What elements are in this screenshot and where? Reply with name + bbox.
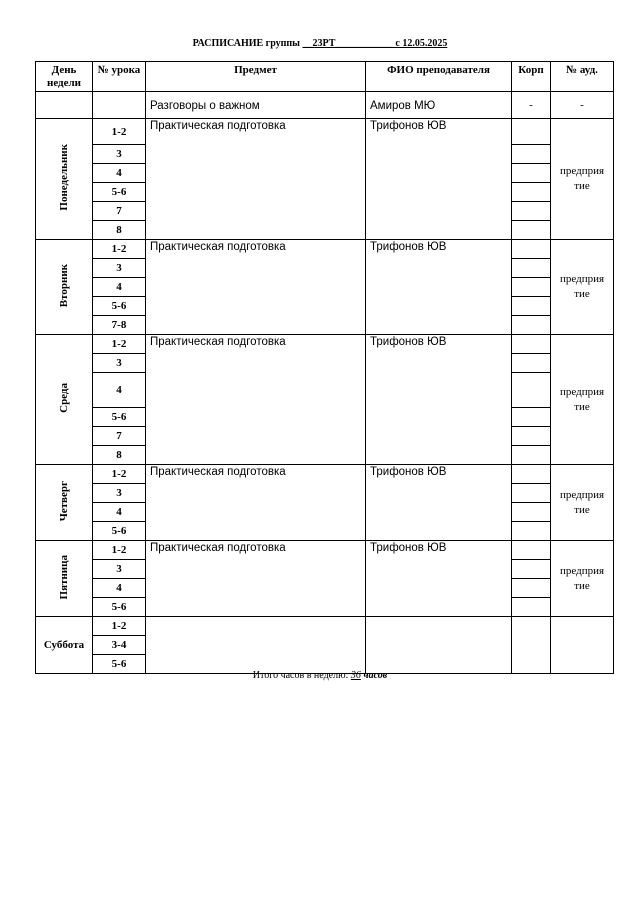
lesson-number: 3: [93, 354, 146, 373]
korp-cell: [512, 335, 551, 354]
lesson-number: 3: [93, 145, 146, 164]
lesson-row: [36, 541, 614, 560]
lesson-number: 5-6: [93, 522, 146, 541]
day-name: Среда: [36, 335, 93, 465]
lesson-number: 3: [93, 484, 146, 503]
korp-cell: [512, 259, 551, 278]
lesson-number: 1-2: [93, 617, 146, 636]
lesson-number: 5-6: [93, 655, 146, 674]
schedule-title: [0, 38, 640, 49]
day-name: Вторник: [36, 240, 93, 335]
teacher-cell: Трифонов ЮВ: [366, 119, 512, 240]
lesson-number: 7: [93, 202, 146, 221]
lesson-row: [36, 335, 614, 354]
korp-cell: [512, 484, 551, 503]
korp-cell: [512, 522, 551, 541]
header-teacher: ФИО преподавателя: [366, 62, 512, 92]
auditorium-cell: предприя тие: [551, 465, 614, 541]
lesson-row: [36, 465, 614, 484]
lesson-number: 5-6: [93, 297, 146, 316]
auditorium-cell: предприя тие: [551, 240, 614, 335]
korp-cell: [512, 465, 551, 484]
teacher-cell: Трифонов ЮВ: [366, 335, 512, 465]
subject-cell: Практическая подготовка: [146, 541, 366, 617]
intro-row: [36, 92, 614, 119]
subject-cell: [146, 617, 366, 674]
korp-cell: [512, 446, 551, 465]
schedule-table: [35, 61, 614, 674]
intro-day-cell: [36, 92, 93, 119]
teacher-cell: Трифонов ЮВ: [366, 465, 512, 541]
korp-cell: [512, 427, 551, 446]
lesson-number: 4: [93, 278, 146, 297]
intro-teacher: Амиров МЮ: [366, 92, 512, 119]
auditorium-cell: [551, 617, 614, 674]
lesson-number: 7-8: [93, 316, 146, 335]
lesson-number: 8: [93, 221, 146, 240]
korp-cell: [512, 240, 551, 259]
korp-cell: [512, 373, 551, 408]
korp-cell: [512, 316, 551, 335]
header-aud: № ауд.: [551, 62, 614, 92]
lesson-number: 3: [93, 560, 146, 579]
lesson-row: [36, 119, 614, 145]
korp-cell: [512, 221, 551, 240]
lesson-number: 4: [93, 373, 146, 408]
korp-cell: [512, 598, 551, 617]
day-name: Суббота: [36, 617, 93, 674]
teacher-cell: Трифонов ЮВ: [366, 240, 512, 335]
korp-cell: [512, 278, 551, 297]
lesson-number: 5-6: [93, 408, 146, 427]
lesson-number: 3-4: [93, 636, 146, 655]
korp-cell: [512, 164, 551, 183]
intro-aud: -: [551, 92, 614, 119]
teacher-cell: Трифонов ЮВ: [366, 541, 512, 617]
footer-total: [0, 670, 640, 681]
lesson-number: 1-2: [93, 119, 146, 145]
auditorium-cell: предприя тие: [551, 119, 614, 240]
korp-cell: [512, 119, 551, 145]
title-prefix: РАСПИСАНИЕ группы: [192, 38, 300, 49]
lesson-number: 8: [93, 446, 146, 465]
lesson-number: 3: [93, 259, 146, 278]
korp-cell: [512, 579, 551, 598]
lesson-number: 5-6: [93, 598, 146, 617]
lesson-row: [36, 617, 614, 636]
lesson-number: 1-2: [93, 240, 146, 259]
lesson-number: 1-2: [93, 541, 146, 560]
korp-cell: [512, 408, 551, 427]
footer-word: часов: [363, 670, 388, 681]
intro-num-cell: [93, 92, 146, 119]
korp-cell: [512, 354, 551, 373]
footer-hours: 36: [350, 670, 361, 681]
lesson-number: 7: [93, 427, 146, 446]
korp-cell: [512, 560, 551, 579]
korp-cell: [512, 183, 551, 202]
lesson-number: 4: [93, 503, 146, 522]
teacher-cell: [366, 617, 512, 674]
subject-cell: Практическая подготовка: [146, 465, 366, 541]
korp-cell: [512, 503, 551, 522]
footer-text: Итого часов в неделю:: [252, 670, 349, 681]
header-korp: Корп: [512, 62, 551, 92]
lesson-row: [36, 240, 614, 259]
lesson-number: 5-6: [93, 183, 146, 202]
lesson-number: 1-2: [93, 465, 146, 484]
subject-cell: Практическая подготовка: [146, 335, 366, 465]
korp-cell: [512, 145, 551, 164]
header-row: [36, 62, 614, 92]
auditorium-cell: предприя тие: [551, 335, 614, 465]
subject-cell: Практическая подготовка: [146, 240, 366, 335]
intro-subject: Разговоры о важном: [146, 92, 366, 119]
header-num: № урока: [93, 62, 146, 92]
auditorium-cell: предприя тие: [551, 541, 614, 617]
intro-korp: -: [512, 92, 551, 119]
lesson-number: 1-2: [93, 335, 146, 354]
title-group: __23РТ____________с 12.05.2025: [302, 38, 448, 49]
day-name: Четверг: [36, 465, 93, 541]
korp-cell: [512, 297, 551, 316]
day-name: Пятница: [36, 541, 93, 617]
header-day: День недели: [36, 62, 93, 92]
day-name: Понедельник: [36, 119, 93, 240]
korp-cell: [512, 202, 551, 221]
lesson-number: 4: [93, 579, 146, 598]
korp-cell: [512, 541, 551, 560]
korp-cell: [512, 617, 551, 674]
lesson-number: 4: [93, 164, 146, 183]
header-subject: Предмет: [146, 62, 366, 92]
subject-cell: Практическая подготовка: [146, 119, 366, 240]
